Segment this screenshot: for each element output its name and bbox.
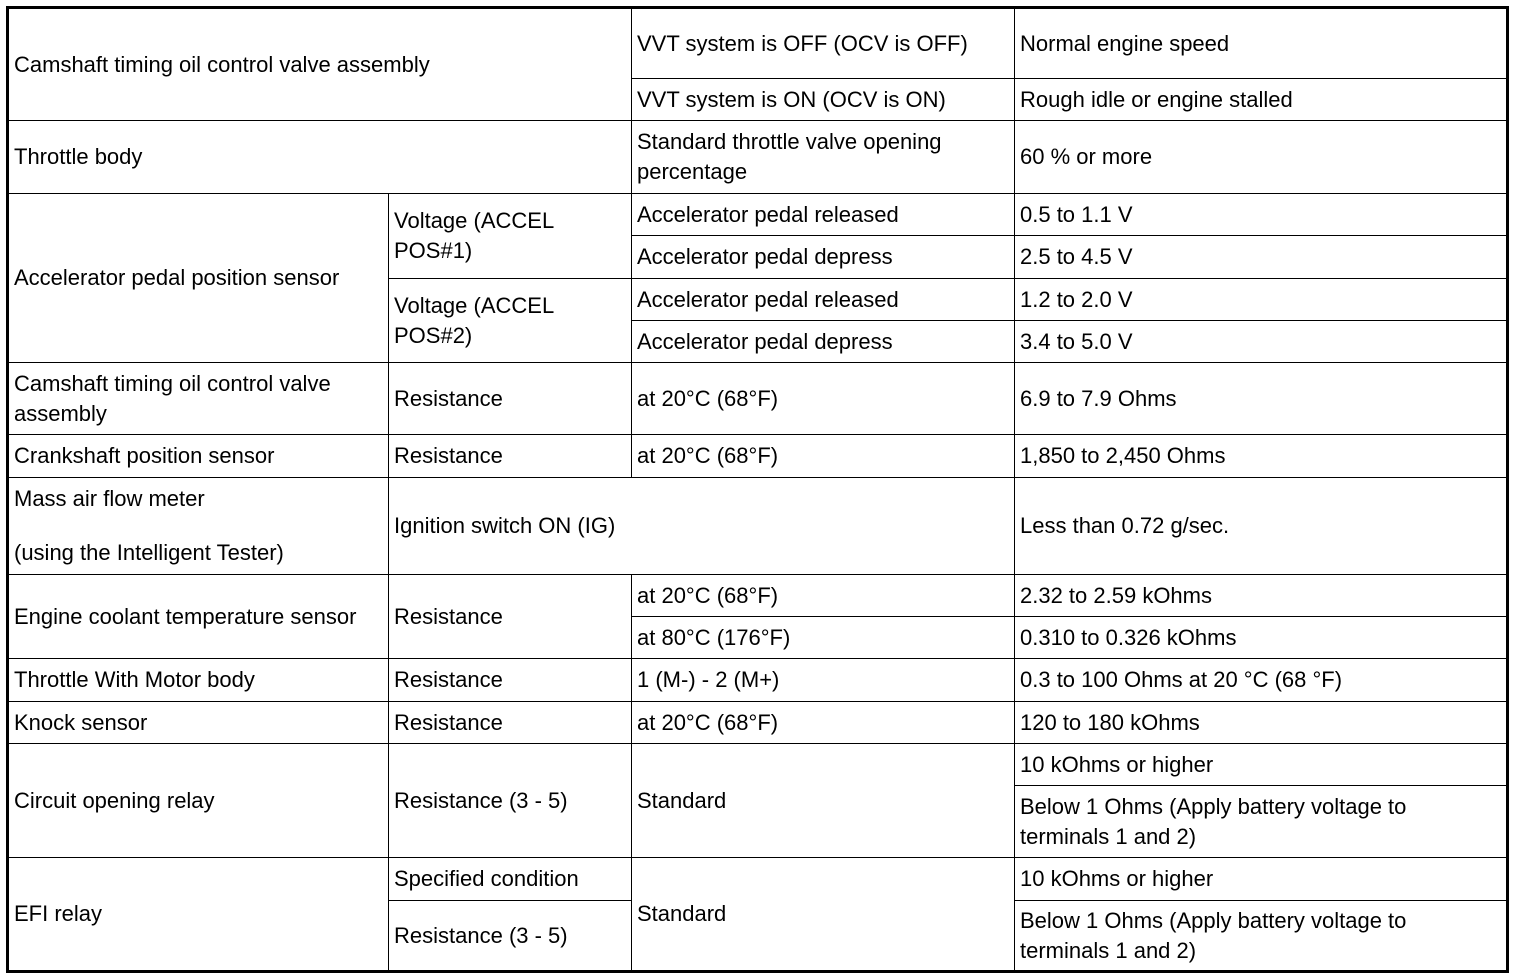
value-cell: 2.32 to 2.59 kOhms	[1015, 575, 1508, 617]
condition-cell: at 20°C (68°F)	[632, 435, 1015, 478]
value-cell: 0.5 to 1.1 V	[1015, 194, 1508, 236]
item-cell: Voltage (ACCEL POS#2)	[389, 279, 632, 363]
condition-cell: at 20°C (68°F)	[632, 363, 1015, 435]
component-cell: Crankshaft position sensor	[8, 435, 389, 478]
value-cell: 6.9 to 7.9 Ohms	[1015, 363, 1508, 435]
table-row	[8, 194, 1508, 236]
component-cell: EFI relay	[8, 858, 389, 972]
component-cell: Throttle body	[8, 121, 632, 194]
condition-cell: Accelerator pedal released	[632, 279, 1015, 321]
condition-cell: at 20°C (68°F)	[632, 702, 1015, 744]
value-cell: 120 to 180 kOhms	[1015, 702, 1508, 744]
table-row	[8, 744, 1508, 786]
component-line: (using the Intelligent Tester)	[14, 540, 284, 565]
condition-cell: 1 (M-) - 2 (M+)	[632, 659, 1015, 702]
value-cell: 1.2 to 2.0 V	[1015, 279, 1508, 321]
condition-cell: Accelerator pedal released	[632, 194, 1015, 236]
component-cell	[8, 478, 389, 575]
condition-cell: Ignition switch ON (IG)	[389, 478, 1015, 575]
value-cell: 3.4 to 5.0 V	[1015, 321, 1508, 363]
table-row	[8, 575, 1508, 617]
item-cell: Resistance (3 - 5)	[389, 901, 632, 972]
condition-cell: Standard	[632, 744, 1015, 858]
value-cell: Rough idle or engine stalled	[1015, 79, 1508, 121]
value-cell: 1,850 to 2,450 Ohms	[1015, 435, 1508, 478]
specification-table	[6, 6, 1509, 973]
item-cell: Resistance	[389, 363, 632, 435]
condition-cell: Standard throttle valve opening percentage	[632, 121, 1015, 194]
value-cell: 10 kOhms or higher	[1015, 744, 1508, 786]
item-cell: Specified condition	[389, 858, 632, 901]
condition-cell: Accelerator pedal depress	[632, 236, 1015, 279]
component-cell: Camshaft timing oil control valve assembly	[8, 363, 389, 435]
item-cell: Resistance (3 - 5)	[389, 744, 632, 858]
table-row	[8, 659, 1508, 702]
item-cell: Voltage (ACCEL POS#1)	[389, 194, 632, 279]
condition-cell: at 80°C (176°F)	[632, 617, 1015, 659]
value-cell: Below 1 Ohms (Apply battery voltage to terminals 1 and 2)	[1015, 901, 1508, 972]
value-cell: Below 1 Ohms (Apply battery voltage to terminals 1 and 2)	[1015, 786, 1508, 858]
table-row	[8, 478, 1508, 575]
table-row	[8, 121, 1508, 194]
component-cell: Knock sensor	[8, 702, 389, 744]
condition-cell: at 20°C (68°F)	[632, 575, 1015, 617]
table-row	[8, 858, 1508, 901]
component-cell: Accelerator pedal position sensor	[8, 194, 389, 363]
component-cell: Circuit opening relay	[8, 744, 389, 858]
condition-cell: Standard	[632, 858, 1015, 972]
value-cell: 2.5 to 4.5 V	[1015, 236, 1508, 279]
table-row	[8, 8, 1508, 79]
value-cell: 0.3 to 100 Ohms at 20 °C (68 °F)	[1015, 659, 1508, 702]
component-cell: Engine coolant temperature sensor	[8, 575, 389, 659]
item-cell: Resistance	[389, 575, 632, 659]
item-cell: Resistance	[389, 659, 632, 702]
item-cell: Resistance	[389, 702, 632, 744]
condition-cell: VVT system is ON (OCV is ON)	[632, 79, 1015, 121]
component-cell: Throttle With Motor body	[8, 659, 389, 702]
table-row	[8, 363, 1508, 435]
table-row	[8, 435, 1508, 478]
component-cell: Camshaft timing oil control valve assembly	[8, 8, 632, 121]
value-cell: Less than 0.72 g/sec.	[1015, 478, 1508, 575]
component-line: Mass air flow meter	[14, 486, 205, 511]
value-cell: 60 % or more	[1015, 121, 1508, 194]
condition-cell: VVT system is OFF (OCV is OFF)	[632, 8, 1015, 79]
value-cell: 10 kOhms or higher	[1015, 858, 1508, 901]
table-row	[8, 702, 1508, 744]
value-cell: Normal engine speed	[1015, 8, 1508, 79]
item-cell: Resistance	[389, 435, 632, 478]
value-cell: 0.310 to 0.326 kOhms	[1015, 617, 1508, 659]
condition-cell: Accelerator pedal depress	[632, 321, 1015, 363]
